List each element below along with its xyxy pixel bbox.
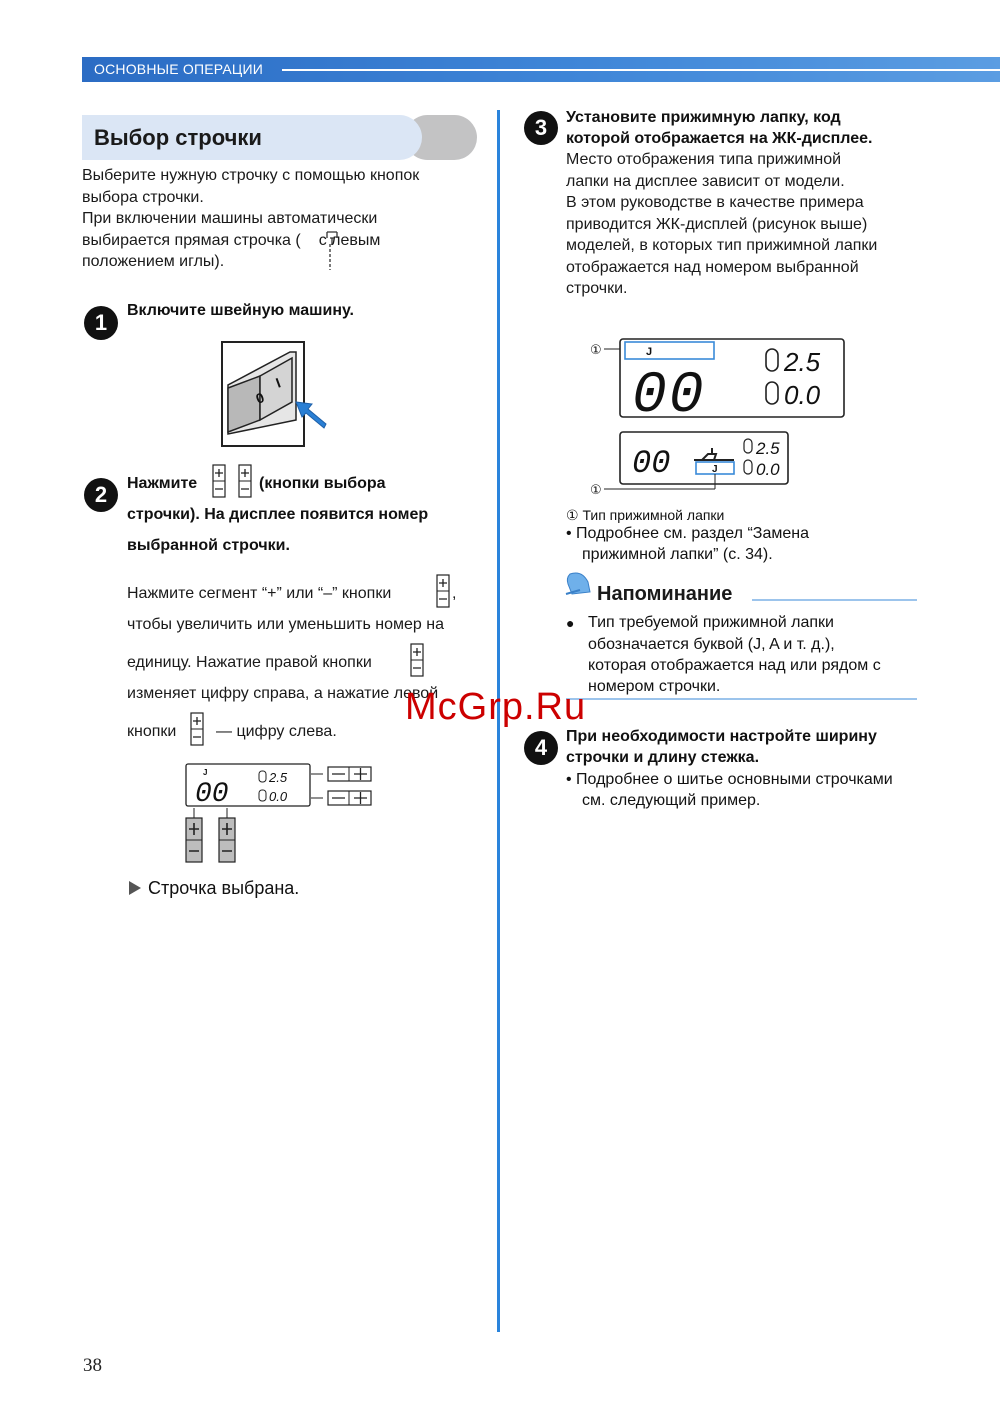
step-4-title-2: строчки и длину стежка. [566, 749, 760, 766]
switch-on-label: I [273, 374, 283, 391]
memo-body: ● Тип требуемой прижимной лапки обозначается буквой (J, A и т. д.), которая отображается над или рядом с номером строчки. [566, 614, 881, 695]
memo-rule-bottom [566, 698, 917, 700]
step-1-title: Включите швейную машину. [127, 302, 354, 319]
title-box [82, 115, 477, 160]
svg-text:0.0: 0.0 [784, 380, 821, 410]
straight-stitch-icon [324, 228, 340, 272]
step-3-title-1: Установите прижимную лапку, код [566, 109, 841, 126]
step-3-number: 3 [524, 111, 558, 145]
step-3-bullet: • Подробнее см. раздел “Замена прижимной лапки” (с. 34). [566, 525, 809, 563]
selection-button-icon [436, 574, 450, 610]
step-3-body: Место отображения типа прижимной лапки на дисплее зависит от модели. В этом руководстве в качестве примера приводится ЖК-дисплей (рисунок выше) моделей, в которых тип прижимной лапки отображается над номером выбранной строчки. [566, 151, 878, 297]
step-1-number: 1 [84, 306, 118, 340]
svg-text:2.5: 2.5 [784, 347, 821, 377]
watermark: McGrp.Ru [405, 686, 587, 728]
selection-buttons-icon [212, 464, 256, 500]
step-2-para-5a: кнопки [127, 723, 177, 740]
callout-1: ① [590, 342, 602, 357]
step-4-title-1: При необходимости настройте ширину [566, 728, 877, 745]
step-4-number: 4 [524, 731, 558, 765]
selection-button-icon [190, 712, 204, 748]
intro-text: Выберите нужную строчку с помощью кнопок выбора строчки. При включении машины автоматически выбирается прямая строчка ( с левым положением иглы). [82, 167, 420, 270]
svg-text:0.0: 0.0 [756, 460, 780, 479]
svg-text:2.5: 2.5 [269, 770, 288, 785]
step-2-para-2: чтобы увеличить или уменьшить номер на [127, 616, 444, 633]
switch-off-label: 0 [253, 389, 267, 407]
step-2-title-d: выбранной строчки. [127, 537, 290, 554]
step-4-bullet: • Подробнее о шитье основными строчками см. следующий пример. [566, 771, 893, 809]
svg-text:J: J [203, 768, 208, 777]
bell-icon [562, 570, 592, 600]
step-2-title-a: Нажмите [127, 475, 198, 492]
step-3-title-2: которой отображается на ЖК-дисплее. [566, 130, 873, 147]
step-2-number: 2 [84, 478, 118, 512]
memo-rule-top [752, 599, 917, 601]
memo-title: Напоминание [597, 583, 733, 605]
page-title: Выбор строчки [94, 125, 262, 150]
svg-text:J: J [712, 464, 718, 475]
selection-button-icon [410, 643, 424, 679]
step-2-para-4: изменяет цифру справа, а нажатие левой [127, 685, 439, 702]
legend-text: ① Тип прижимной лапки [566, 507, 725, 523]
lcd-display-small [185, 762, 385, 870]
step-2-result: Строчка выбрана. [148, 878, 300, 898]
step-2-title-b: (кнопки выбора [259, 475, 386, 492]
stitch-number: 00 [632, 364, 706, 429]
lcd-display-alt [588, 430, 848, 502]
callout-1: ① [590, 482, 602, 497]
result-arrow-icon [128, 880, 142, 896]
svg-text:2.5: 2.5 [756, 439, 780, 458]
svg-text:J: J [646, 346, 653, 358]
stitch-number: 00 [195, 779, 229, 810]
step-2-para-5b: — цифру слева. [216, 723, 337, 740]
page-number: 38 [83, 1355, 102, 1376]
step-2-para-1: Нажмите сегмент “+” или “–” кнопки [127, 585, 392, 602]
stitch-number: 00 [632, 445, 671, 482]
header-rule [282, 69, 1000, 71]
section-header: ОСНОВНЫЕ ОПЕРАЦИИ [94, 61, 263, 77]
power-switch-illustration [220, 340, 340, 450]
svg-text:0.0: 0.0 [269, 789, 288, 804]
step-2-title-c: строчки). На дисплее появится номер [127, 506, 429, 523]
step-2-para-3: единицу. Нажатие правой кнопки [127, 654, 372, 671]
